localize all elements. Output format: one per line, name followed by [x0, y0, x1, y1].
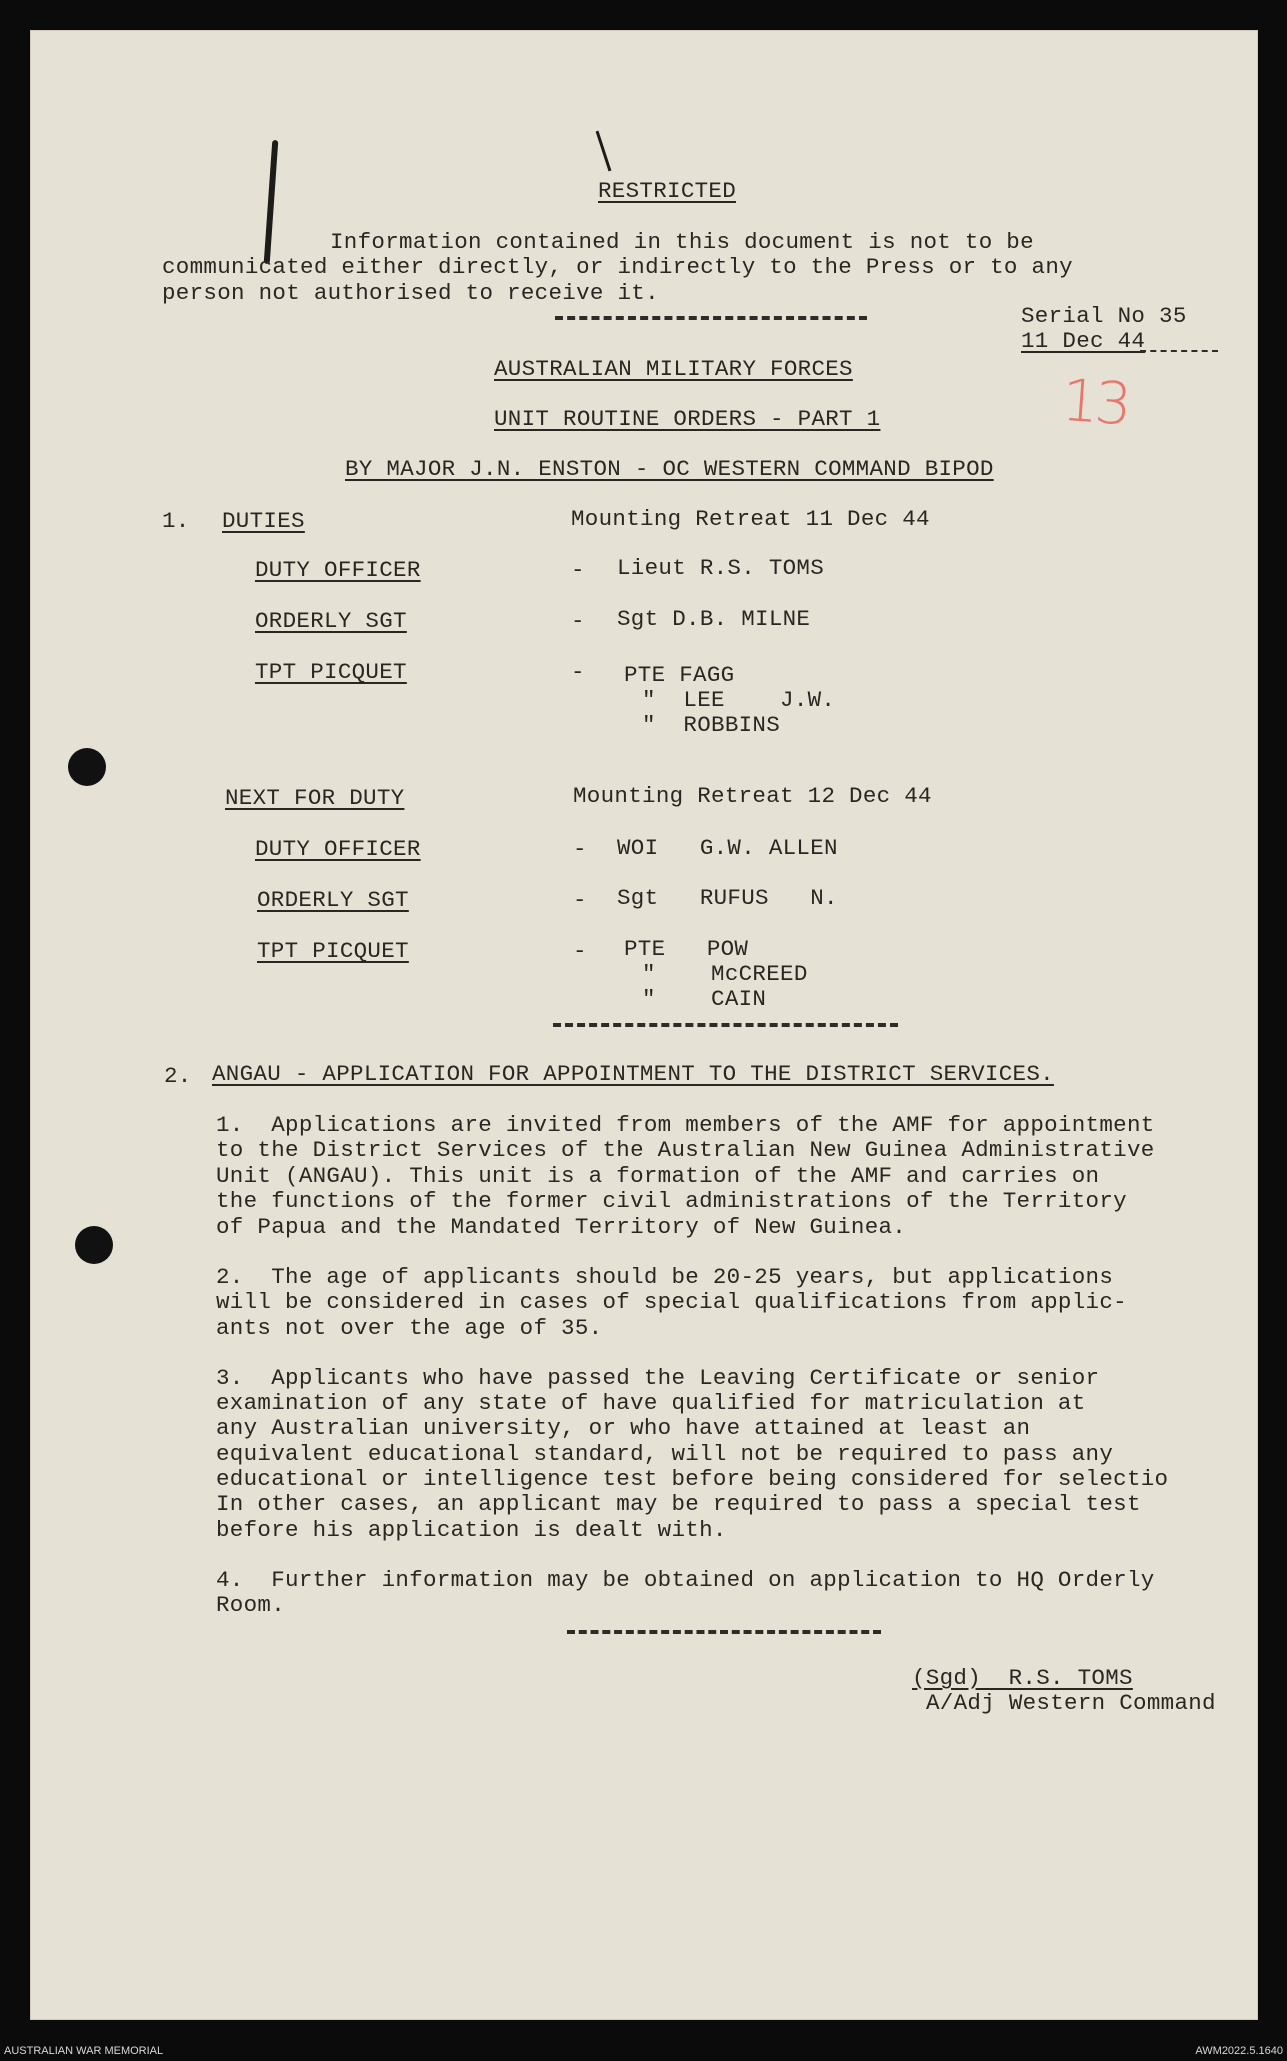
section-number: 1.: [162, 508, 190, 534]
signed-by: (Sgd) R.S. TOMS: [912, 1665, 1133, 1691]
title-forces: AUSTRALIAN MILITARY FORCES: [494, 356, 853, 382]
paragraph-line: to the District Services of the Australian New Guinea Administrative: [216, 1137, 1155, 1163]
duty-role: DUTY OFFICER: [255, 836, 421, 862]
warning-line: communicated either directly, or indirectly to the Press or to any: [162, 254, 1073, 280]
separator-line: [553, 1023, 898, 1027]
duty-name: " McCREED: [642, 961, 808, 987]
title-orders: UNIT ROUTINE ORDERS - PART 1: [494, 406, 881, 432]
duty-name: WOI G.W. ALLEN: [617, 835, 838, 861]
duty-role: ORDERLY SGT: [257, 887, 409, 913]
warning-line: person not authorised to receive it.: [162, 280, 659, 306]
duty-name: Sgt D.B. MILNE: [617, 606, 811, 632]
warning-line: Information contained in this document is not to be: [330, 229, 1034, 255]
duty-name: " LEE J.W.: [642, 687, 836, 713]
paragraph-line: equivalent educational standard, will not be required to pass any: [216, 1441, 1114, 1467]
duty-dash: -: [571, 557, 585, 583]
paragraph-line: before his application is dealt with.: [216, 1517, 727, 1543]
archive-credit: AUSTRALIAN WAR MEMORIAL: [4, 2045, 164, 2057]
paragraph-line: examination of any state of have qualified for matriculation at: [216, 1390, 1086, 1416]
duty-dash: -: [573, 887, 587, 913]
paragraph-line: Unit (ANGAU). This unit is a formation of the AMF and carries on: [216, 1163, 1100, 1189]
duty-role: TPT PICQUET: [257, 938, 409, 964]
duty-name: Lieut R.S. TOMS: [617, 555, 825, 581]
paragraph-line: 4. Further information may be obtained on application to HQ Orderly: [216, 1567, 1155, 1593]
date-rule: [1140, 350, 1218, 352]
catalogue-number: AWM2022.5.1640: [1195, 2045, 1283, 2057]
angau-title: ANGAU - APPLICATION FOR APPOINTMENT TO THE DISTRICT SERVICES.: [212, 1061, 1054, 1087]
title-authority: BY MAJOR J.N. ENSTON - OC WESTERN COMMAND BIPOD: [345, 456, 994, 482]
paragraph-line: Room.: [216, 1592, 286, 1618]
mounting-text: Mounting Retreat 11 Dec 44: [571, 506, 930, 532]
paragraph-line: the functions of the former civil administrations of the Territory: [216, 1188, 1127, 1214]
separator-line: [555, 316, 867, 320]
paragraph-line: 3. Applicants who have passed the Leaving Certificate or senior: [216, 1365, 1100, 1391]
paragraph-line: 2. The age of applicants should be 20-25 years, but applications: [216, 1264, 1114, 1290]
section-number: 2.: [164, 1063, 192, 1089]
paragraph-line: ants not over the age of 35.: [216, 1315, 603, 1341]
paragraph-line: educational or intelligence test before being considered for selectio: [216, 1466, 1169, 1492]
paragraph-line: of Papua and the Mandated Territory of New Guinea.: [216, 1214, 907, 1240]
duty-name: " ROBBINS: [642, 712, 781, 738]
duty-dash: -: [573, 938, 587, 964]
next-duty-label: NEXT FOR DUTY: [225, 785, 405, 811]
handwritten-number: 13: [1059, 365, 1131, 439]
duty-role: DUTY OFFICER: [255, 557, 421, 583]
separator-line: [567, 1630, 881, 1634]
duty-dash: -: [571, 659, 585, 685]
punch-hole-top: [68, 748, 106, 786]
classification-heading: RESTRICTED: [598, 178, 737, 204]
duty-dash: -: [571, 608, 585, 634]
duty-name: " CAIN: [642, 986, 767, 1012]
order-date: 11 Dec 44: [1021, 328, 1146, 354]
mounting-text: Mounting Retreat 12 Dec 44: [573, 783, 932, 809]
duty-role: ORDERLY SGT: [255, 608, 407, 634]
duty-role: TPT PICQUET: [255, 659, 407, 685]
paragraph-line: In other cases, an applicant may be required to pass a special test: [216, 1491, 1141, 1517]
punch-hole-bottom: [75, 1226, 113, 1264]
duty-name: PTE POW: [624, 936, 749, 962]
duties-label: DUTIES: [222, 508, 305, 534]
duty-dash: -: [573, 836, 587, 862]
duty-name: Sgt RUFUS N.: [617, 885, 838, 911]
serial-number: Serial No 35: [1021, 303, 1187, 329]
paragraph-line: 1. Applications are invited from members of the AMF for appointment: [216, 1112, 1155, 1138]
paragraph-line: will be considered in cases of special qualifications from applic-: [216, 1289, 1127, 1315]
signatory-title: A/Adj Western Command: [926, 1690, 1216, 1716]
paragraph-line: any Australian university, or who have attained at least an: [216, 1415, 1031, 1441]
duty-name: PTE FAGG: [624, 662, 735, 688]
